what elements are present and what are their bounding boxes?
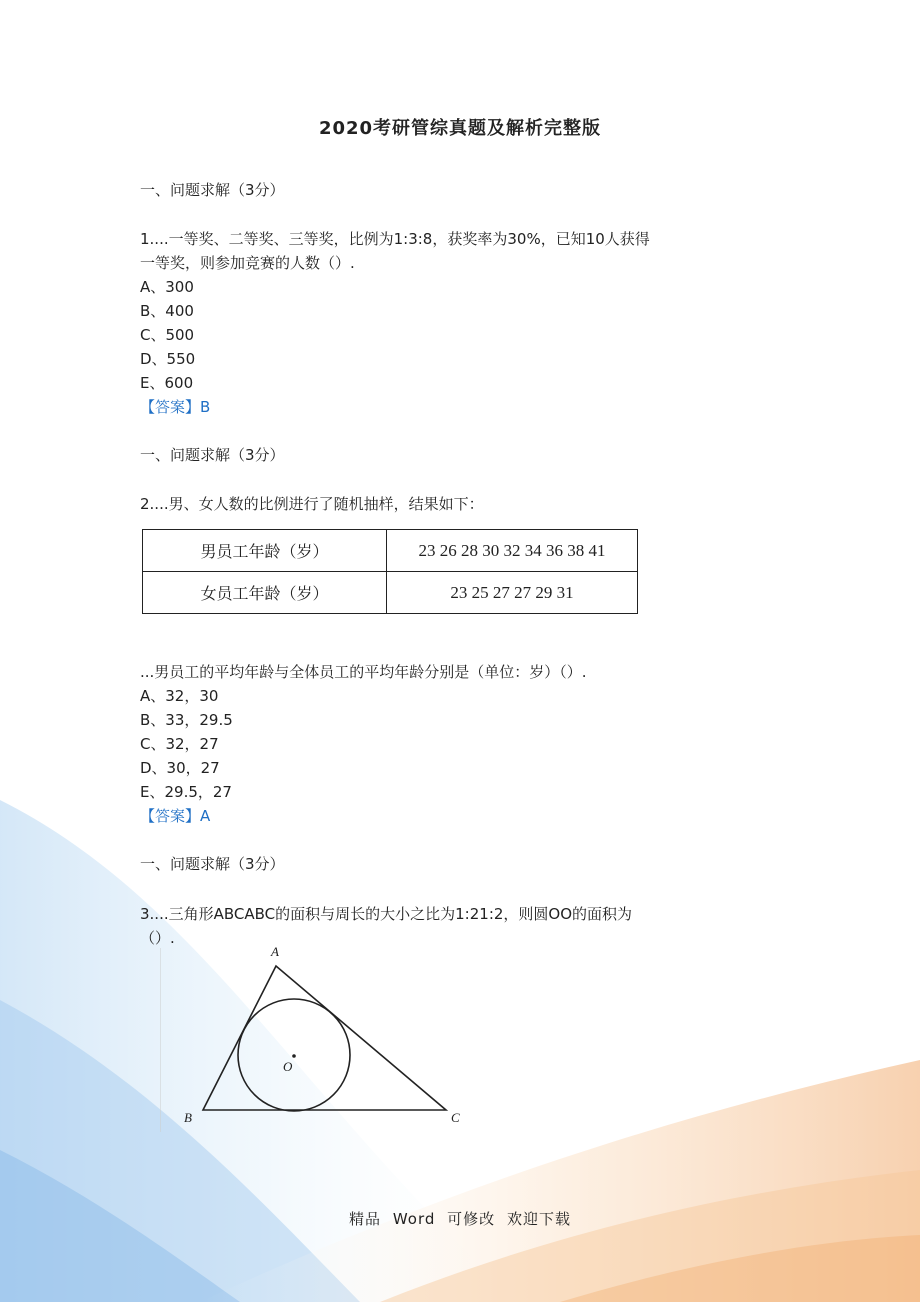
age-table bbox=[142, 529, 638, 614]
q1-option-b: B、400 bbox=[140, 302, 194, 320]
q2-option-a: A、32，30 bbox=[140, 687, 219, 705]
q1-option-c: C、500 bbox=[140, 326, 195, 344]
center-point bbox=[292, 1054, 296, 1058]
q2-stem: 2....男、女人数的比例进行了随机抽样，结果如下： bbox=[140, 495, 484, 513]
vertex-label-a: A bbox=[271, 944, 279, 959]
table-cell-label: 男员工年龄（岁） bbox=[143, 530, 387, 572]
q2-option-c: C、32，27 bbox=[140, 735, 219, 753]
triangle-incircle-figure bbox=[160, 940, 480, 1140]
vertex-label-b: B bbox=[184, 1110, 192, 1125]
table-row bbox=[143, 572, 638, 614]
footer-text: Word bbox=[392, 1210, 436, 1228]
center-label-o: O bbox=[283, 1059, 293, 1074]
footer-text: 可修改 bbox=[447, 1210, 496, 1228]
q1-option-a: A、300 bbox=[140, 278, 194, 296]
q2-option-e: E、29.5，27 bbox=[140, 783, 232, 801]
q1-stem-line2: 一等奖，则参加竞赛的人数（）. bbox=[140, 254, 355, 272]
footer-text: 欢迎下载 bbox=[506, 1210, 571, 1228]
q1-stem-line1: 1....一等奖、二等奖、三等奖，比例为1:3:8，获奖率为30%，已知10人获得 bbox=[140, 230, 650, 248]
q3-stem-line1: 3....三角形ABCABC的面积与周长的大小之比为1:21:2，则圆OO的面积为 bbox=[140, 905, 633, 923]
q2-option-b: B、33，29.5 bbox=[140, 711, 233, 729]
page-footer bbox=[0, 1208, 920, 1229]
q2-option-d: D、30，27 bbox=[140, 759, 220, 777]
q1-option-d: D、550 bbox=[140, 350, 196, 368]
q3-stem-line2: （）. bbox=[140, 929, 175, 947]
q2-answer: 【答案】A bbox=[140, 807, 211, 825]
table-row bbox=[143, 530, 638, 572]
table-cell-label: 女员工年龄（岁） bbox=[143, 572, 387, 614]
q1-option-e: E、600 bbox=[140, 374, 194, 392]
vertex-label-c: C bbox=[451, 1110, 460, 1125]
triangle-abc bbox=[203, 966, 446, 1110]
q3-section-heading: 一、问题求解（3分） bbox=[140, 855, 285, 873]
table-cell-values: 23 25 27 27 29 31 bbox=[387, 572, 638, 614]
q1-section-heading: 一、问题求解（3分） bbox=[140, 181, 285, 199]
q2-question: ...男员工的平均年龄与全体员工的平均年龄分别是（单位：岁）（）. bbox=[140, 663, 587, 681]
q1-answer: 【答案】B bbox=[140, 398, 211, 416]
footer-text: 精品 bbox=[349, 1210, 382, 1228]
table-cell-values: 23 26 28 30 32 34 36 38 41 bbox=[387, 530, 638, 572]
q2-section-heading: 一、问题求解（3分） bbox=[140, 446, 285, 464]
page-title: 2020考研管综真题及解析完整版 bbox=[318, 118, 602, 139]
